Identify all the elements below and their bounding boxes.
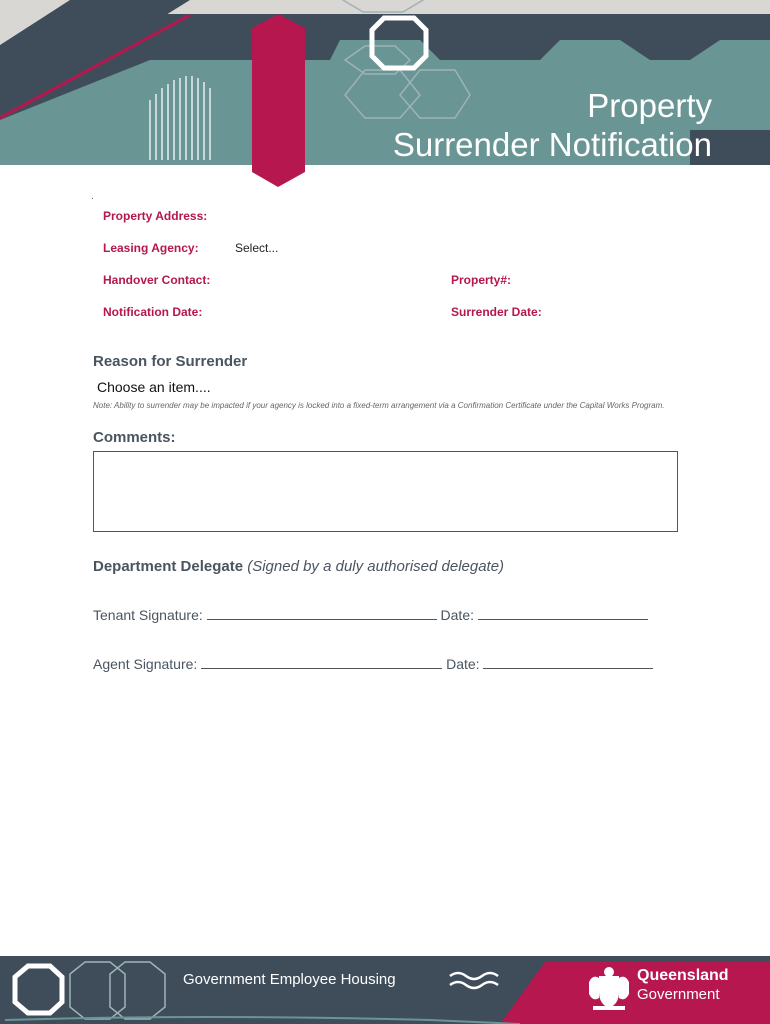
- tenant-date-label: Date:: [440, 607, 474, 623]
- title-line-2: Surrender Notification: [392, 126, 712, 163]
- delegate-title: Department Delegate: [93, 558, 244, 575]
- delegate-heading: [93, 558, 504, 575]
- program-name: Government Employee Housing: [183, 971, 396, 988]
- tenant-date-line[interactable]: [478, 607, 648, 620]
- agent-signature-row: [93, 656, 678, 672]
- logo-line-2: Government: [637, 986, 720, 1003]
- leasing-agency-select[interactable]: Select...: [235, 241, 279, 255]
- comments-textarea[interactable]: [93, 451, 678, 532]
- title-line-1: Property: [587, 87, 712, 124]
- logo-line-1: Queensland: [637, 967, 729, 984]
- agent-date-line[interactable]: [483, 656, 653, 669]
- comments-label: Comments:: [93, 429, 176, 446]
- agent-signature-label: Agent Signature:: [93, 656, 198, 672]
- page-footer: [0, 952, 770, 1024]
- leasing-agency-label: Leasing Agency:: [103, 241, 199, 255]
- tenant-signature-label: Tenant Signature:: [93, 607, 203, 623]
- agent-signature-line[interactable]: [201, 656, 442, 669]
- page-title: [393, 86, 712, 164]
- delegate-subtitle: (Signed by a duly authorised delegate): [247, 558, 505, 575]
- stray-mark: .: [91, 191, 94, 202]
- handover-contact-label: Handover Contact:: [103, 273, 211, 287]
- coat-of-arms-icon: [585, 966, 633, 1012]
- surrender-date-label: Surrender Date:: [451, 305, 542, 319]
- property-number-label: Property#:: [451, 273, 512, 287]
- property-address-label: Property Address:: [103, 209, 208, 223]
- reason-dropdown[interactable]: Choose an item....: [97, 379, 211, 395]
- agent-date-label: Date:: [446, 656, 480, 672]
- notification-date-label: Notification Date:: [103, 305, 203, 319]
- queensland-government-logo: [585, 966, 735, 1012]
- tenant-signature-line[interactable]: [207, 607, 437, 620]
- tenant-signature-row: [93, 607, 678, 623]
- page-header: [0, 0, 770, 190]
- reason-title: Reason for Surrender: [93, 353, 248, 370]
- reason-note: Note: Ability to surrender may be impacted if your agency is locked into a fixed-term arrangement via a Confirmation Certificate under the Capital Works Program.: [93, 401, 665, 410]
